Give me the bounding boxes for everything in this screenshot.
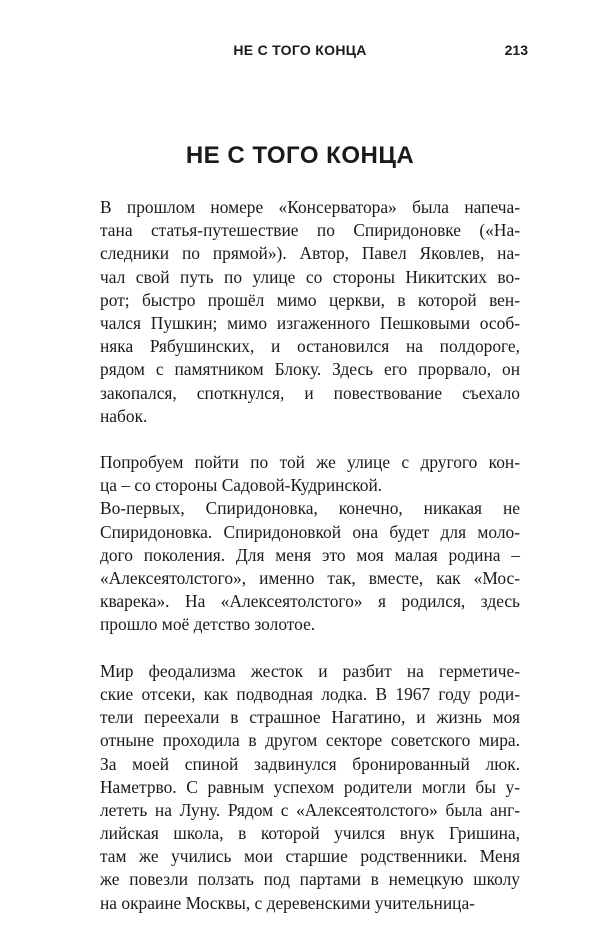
- text-line: Попробуем пойти по той же улице с другого кон-: [100, 452, 520, 473]
- text-line: кварека». На «Алексеятолстого» я родился, здесь: [100, 591, 520, 612]
- text-line: на окраине Москвы, с деревенскими учительница-: [100, 892, 475, 913]
- text-line: там же учились мои старшие родственники. Меня: [100, 846, 520, 867]
- text-line: лийская школа, в которой учился внук Гришина,: [100, 823, 520, 844]
- text-line: рот; быстро прошёл мимо церкви, в которой вен-: [100, 289, 520, 310]
- text-line: Наметрво. С равным успехом родители могли бы у-: [100, 776, 520, 797]
- text-line: закопался, споткнулся, и повествование съехало: [100, 382, 520, 403]
- text-line: рядом с памятником Блоку. Здесь его прорвало, он: [100, 359, 520, 380]
- text-line: прошло моё детство золотое.: [100, 614, 316, 635]
- text-line: чался Пушкин; мимо изгаженного Пешковыми особ-: [100, 312, 520, 333]
- text-line: Во-первых, Спиридоновка, конечно, никакая не: [100, 498, 520, 519]
- text-line: дого поколения. Для меня это моя малая родина –: [100, 544, 520, 565]
- text-section: [100, 451, 520, 637]
- text-line: няка Рябушинских, и остановился на полдороге,: [100, 336, 520, 357]
- text-line: ские отсеки, как подводная лодка. В 1967 году роди-: [100, 683, 520, 704]
- text-line: набок.: [100, 405, 148, 426]
- text-line: следники по прямой»). Автор, Павел Яковлев, на-: [100, 243, 520, 264]
- text-line: Спиридоновка. Спиридоновкой она будет для моло-: [100, 521, 520, 542]
- text-line: ца – со стороны Садовой-Кудринской.: [100, 475, 383, 496]
- text-line: отныне проходила в другом секторе советского мира.: [100, 730, 520, 751]
- page-number: 213: [504, 42, 528, 58]
- text-line: тана статья-путешествие по Спиридоновке («На-: [100, 220, 520, 241]
- body-text: [100, 196, 520, 938]
- text-line: тели переехали в страшное Нагатино, и жизнь моя: [100, 707, 520, 728]
- text-line: лететь на Луну. Рядом с «Алексеятолстого» была анг-: [100, 799, 520, 820]
- text-line: Мир феодализма жесток и разбит на герметиче-: [100, 660, 520, 681]
- text-line: же повезли ползать под партами в немецкую школу: [100, 869, 520, 890]
- text-section: [100, 660, 520, 915]
- running-title: НЕ С ТОГО КОНЦА: [233, 42, 367, 58]
- text-line: «Алексеятолстого», именно так, вместе, как «Мос-: [100, 568, 520, 588]
- text-section: [100, 196, 520, 428]
- text-line: В прошлом номере «Консерватора» была напеча-: [100, 197, 520, 217]
- text-line: чал свой путь по улице со стороны Никитских во-: [100, 266, 520, 287]
- chapter-title: НЕ С ТОГО КОНЦА: [185, 142, 415, 169]
- page-header: [72, 42, 528, 64]
- text-line: За моей спиной задвинулся бронированный люк.: [100, 753, 520, 774]
